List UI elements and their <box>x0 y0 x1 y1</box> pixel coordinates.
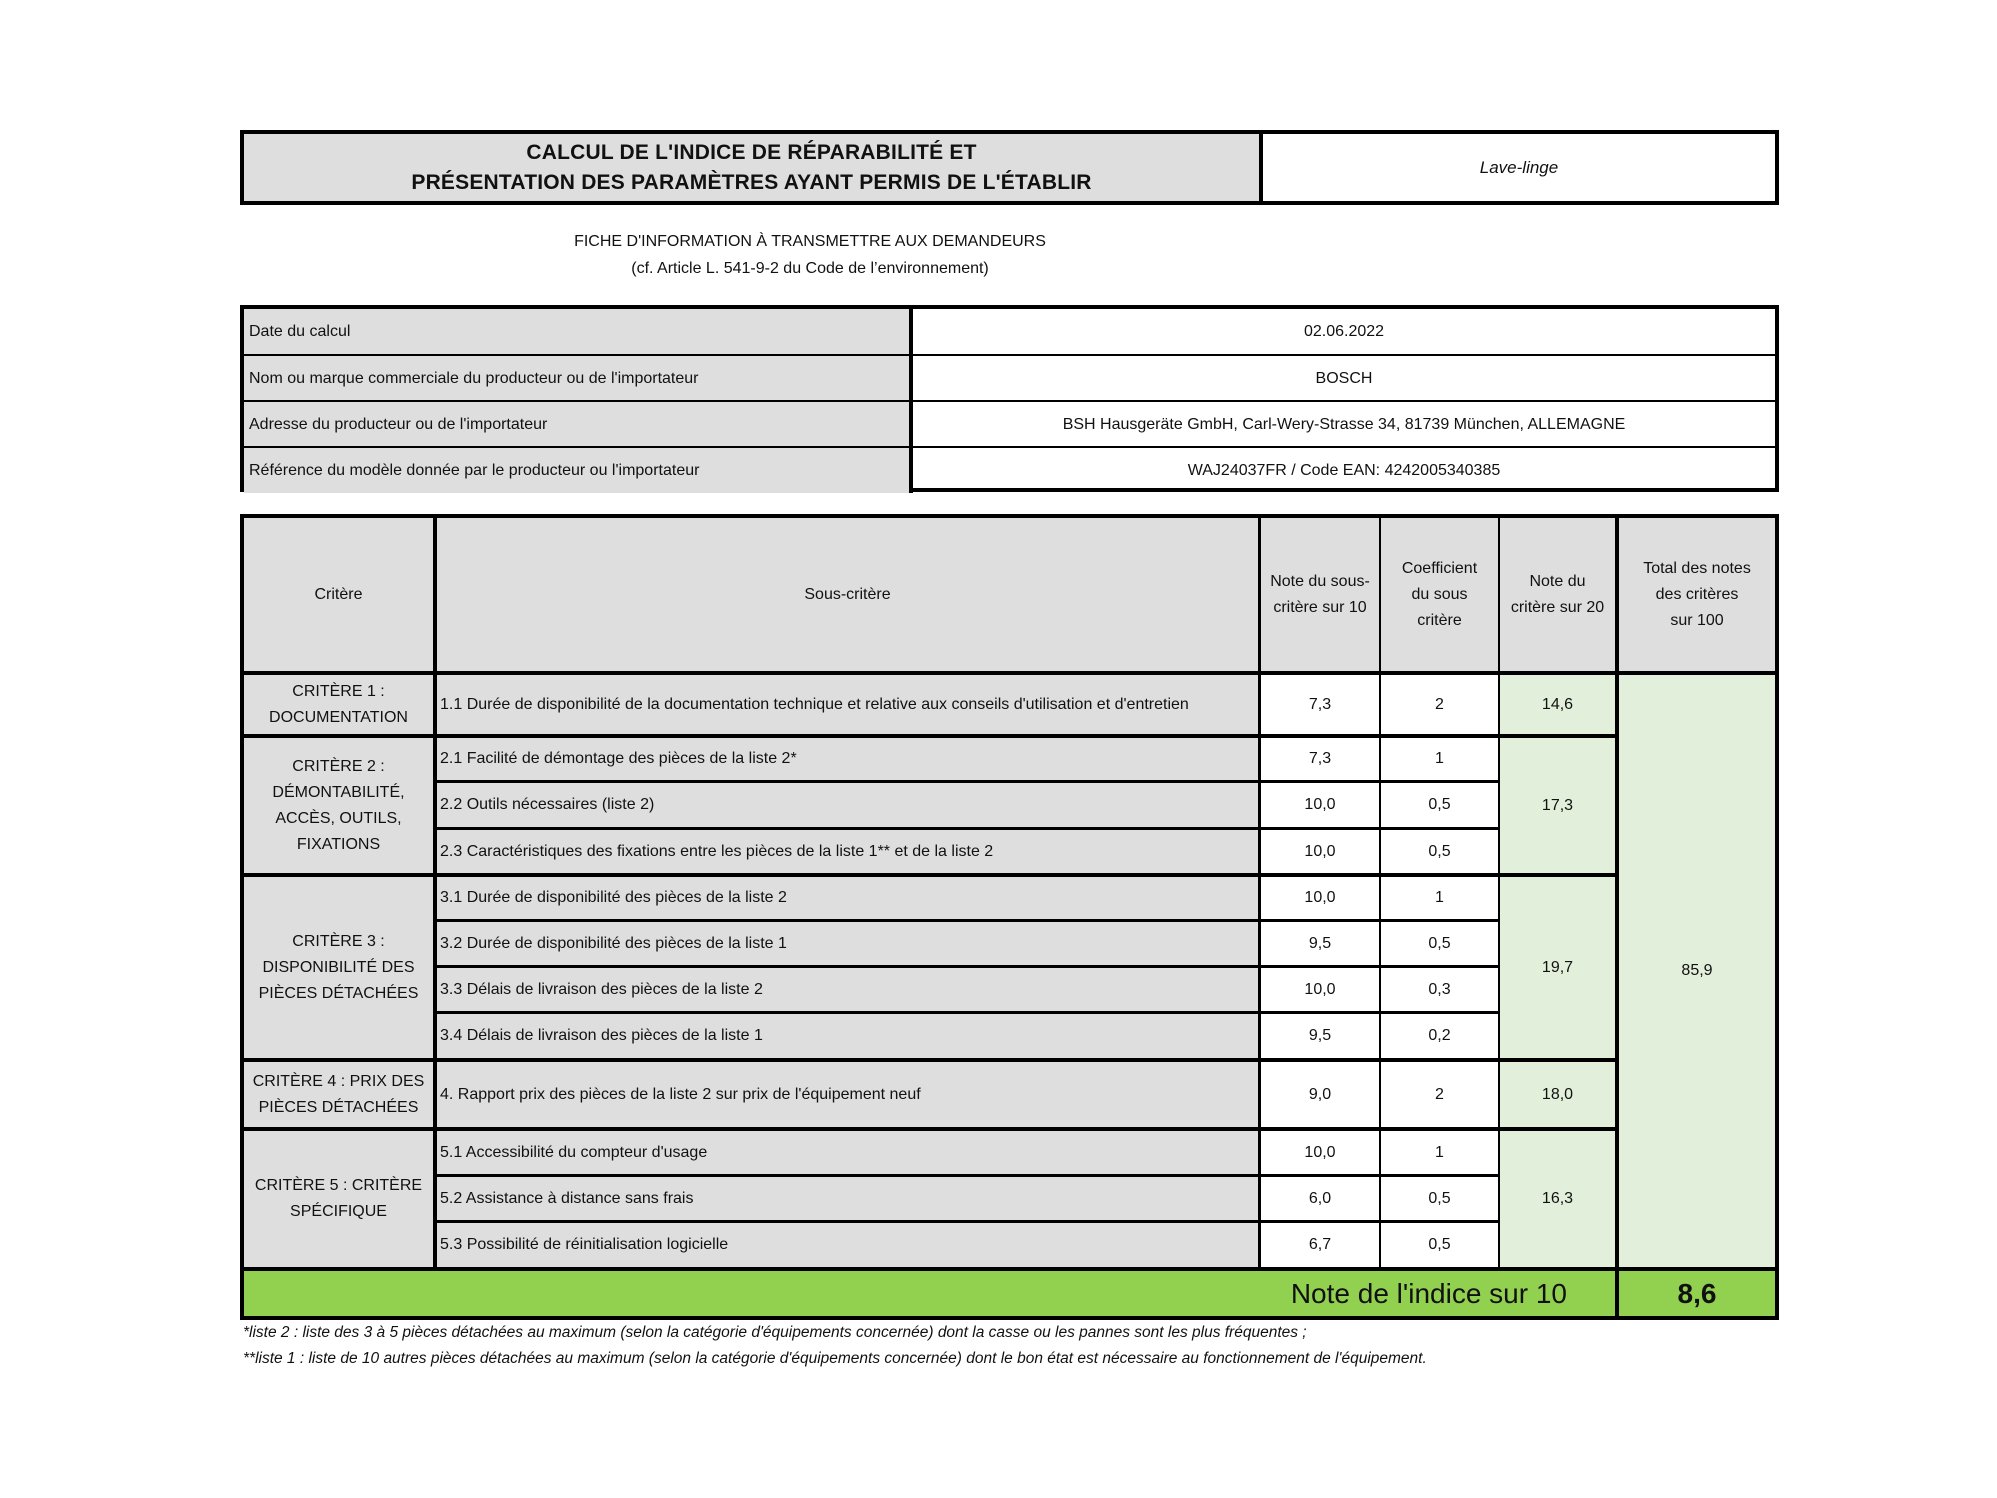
header-coef-line-2: du sous <box>1411 585 1468 603</box>
info-label: Nom ou marque commerciale du producteur ou de l'importateur <box>244 356 913 401</box>
subcriterion-note: 6,0 <box>1261 1177 1379 1220</box>
subcriterion-note: 10,0 <box>1261 968 1379 1011</box>
subcriterion-note: 10,0 <box>1261 1131 1379 1174</box>
subcriterion-3-3: 3.3 Délais de livraison des pièces de la liste 2 <box>437 968 1258 1011</box>
subcriterion-note: 10,0 <box>1261 783 1379 827</box>
subcriterion-coef: 0,5 <box>1381 783 1498 827</box>
info-value: 02.06.2022 <box>1303 322 1385 340</box>
criterion-label-line: PIÈCES DÉTACHÉES <box>258 984 419 1002</box>
subcriterion-1-1: 1.1 Durée de disponibilité de la documentation technique et relative aux conseils d'utilisation et d'entretien <box>437 675 1258 734</box>
subcriterion-coef: 0,5 <box>1381 922 1498 965</box>
header-sous-critere: Sous-critère <box>437 518 1258 671</box>
header-note-crit-line-1: Note du <box>1529 572 1586 590</box>
subcriterion-coef: 0,3 <box>1381 968 1498 1011</box>
subcriterion-3-1: 3.1 Durée de disponibilité des pièces de la liste 2 <box>437 877 1258 919</box>
header-note-critere <box>1500 518 1615 671</box>
header-note-sous-critere <box>1261 518 1379 671</box>
criterion-label-line: CRITÈRE 1 : <box>292 682 385 700</box>
criterion-label-line: CRITÈRE 3 : <box>292 932 385 950</box>
criterion-label-line: DOCUMENTATION <box>269 708 408 726</box>
criterion-label-line: DÉMONTABILITÉ, <box>272 783 405 801</box>
header-coef-line-1: Coefficient <box>1401 559 1478 577</box>
info-value: BOSCH <box>1315 369 1373 387</box>
info-value: BSH Hausgeräte GmbH, Carl-Wery-Strasse 34, 81739 München, ALLEMAGNE <box>1062 415 1626 433</box>
footnotes <box>243 1320 1427 1372</box>
score-table <box>240 514 1779 1320</box>
header-total-line-3: sur 100 <box>1670 611 1724 629</box>
info-row-date <box>244 309 1775 354</box>
header-coef-line-3: critère <box>1417 611 1462 629</box>
subcriterion-3-2: 3.2 Durée de disponibilité des pièces de la liste 1 <box>437 922 1258 965</box>
info-subtitle-line-1: FICHE D'INFORMATION À TRANSMETTRE AUX DEMANDEURS <box>574 233 1046 250</box>
footnote-liste-2: *liste 2 : liste des 3 à 5 pièces détachées au maximum (selon la catégorie d'équipements concernée) dont la casse ou les pannes sont les plus fréquentes ; <box>243 1324 1307 1341</box>
document-title <box>244 134 1263 201</box>
header-box <box>240 130 1779 205</box>
criterion-label-line: CRITÈRE 4 : PRIX DES <box>252 1072 425 1090</box>
total-score-100: 85,9 <box>1619 675 1775 1267</box>
criterion-2-score: 17,3 <box>1500 738 1615 873</box>
criterion-5-score: 16,3 <box>1500 1131 1615 1267</box>
info-subtitle <box>240 228 1380 282</box>
subcriterion-2-1: 2.1 Facilité de démontage des pièces de la liste 2* <box>437 738 1258 780</box>
criterion-label-line: CRITÈRE 2 : <box>292 757 385 775</box>
subcriterion-note: 10,0 <box>1261 877 1379 919</box>
subcriterion-4: 4. Rapport prix des pièces de la liste 2 sur prix de l'équipement neuf <box>437 1062 1258 1127</box>
subcriterion-2-2: 2.2 Outils nécessaires (liste 2) <box>437 783 1258 827</box>
info-table <box>240 305 1779 492</box>
info-row-brand <box>244 354 1775 401</box>
final-index-label: Note de l'indice sur 10 <box>244 1271 1615 1316</box>
subcriterion-note: 9,5 <box>1261 1014 1379 1058</box>
subcriterion-3-4: 3.4 Délais de livraison des pièces de la liste 1 <box>437 1014 1258 1058</box>
subcriterion-note: 9,0 <box>1261 1062 1379 1127</box>
criterion-label-line: DISPONIBILITÉ DES <box>262 958 415 976</box>
criterion-3-score: 19,7 <box>1500 877 1615 1058</box>
info-row-address <box>244 400 1775 447</box>
header-total <box>1619 518 1775 671</box>
info-label: Date du calcul <box>244 309 913 354</box>
criterion-1-score: 14,6 <box>1500 675 1615 734</box>
criterion-5-label <box>244 1131 433 1267</box>
subcriterion-note: 10,0 <box>1261 830 1379 873</box>
header-note-crit-line-2: critère sur 20 <box>1510 598 1605 616</box>
header-total-line-2: des critères <box>1655 585 1739 603</box>
header-note-sous-line-1: Note du sous- <box>1270 572 1370 590</box>
subcriterion-coef: 1 <box>1381 877 1498 919</box>
subcriterion-coef: 0,5 <box>1381 830 1498 873</box>
subcriterion-5-1: 5.1 Accessibilité du compteur d'usage <box>437 1131 1258 1174</box>
subcriterion-coef: 1 <box>1381 1131 1498 1174</box>
title-line-1: CALCUL DE L'INDICE DE RÉPARABILITÉ ET <box>526 140 977 164</box>
footnote-liste-1: **liste 1 : liste de 10 autres pièces détachées au maximum (selon la catégorie d'équipements concernée) dont le bon état est nécessaire au fonctionnement de l'équipement. <box>243 1350 1427 1367</box>
criterion-label-line: PIÈCES DÉTACHÉES <box>258 1098 419 1116</box>
subcriterion-coef: 0,2 <box>1381 1014 1498 1058</box>
subcriterion-coef: 1 <box>1381 738 1498 780</box>
subcriterion-coef: 0,5 <box>1381 1177 1498 1220</box>
header-note-sous-line-2: critère sur 10 <box>1273 598 1367 616</box>
subcriterion-coef: 2 <box>1381 1062 1498 1127</box>
subcriterion-note: 7,3 <box>1261 738 1379 780</box>
subcriterion-2-3: 2.3 Caractéristiques des fixations entre les pièces de la liste 1** et de la liste 2 <box>437 830 1258 873</box>
criterion-label-line: FIXATIONS <box>296 835 381 853</box>
subcriterion-note: 7,3 <box>1261 675 1379 734</box>
criterion-label-line: CRITÈRE 5 : CRITÈRE <box>254 1177 423 1194</box>
subcriterion-note: 9,5 <box>1261 922 1379 965</box>
criterion-1-label <box>244 675 433 734</box>
criterion-4-score: 18,0 <box>1500 1062 1615 1127</box>
title-line-2: PRÉSENTATION DES PARAMÈTRES AYANT PERMIS DE L'ÉTABLIR <box>411 170 1092 194</box>
info-subtitle-line-2: (cf. Article L. 541-9-2 du Code de l’environnement) <box>631 260 989 277</box>
final-index-value: 8,6 <box>1619 1271 1775 1316</box>
info-value: WAJ24037FR / Code EAN: 4242005340385 <box>1187 461 1501 479</box>
criterion-label-line: ACCÈS, OUTILS, <box>275 809 402 827</box>
criterion-2-label <box>244 738 433 873</box>
product-type: Lave-linge <box>1479 157 1559 177</box>
info-label: Adresse du producteur ou de l'importateur <box>244 402 913 447</box>
subcriterion-note: 6,7 <box>1261 1223 1379 1267</box>
header-critere: Critère <box>244 518 433 671</box>
info-row-model <box>244 446 1775 493</box>
criterion-label-line: SPÉCIFIQUE <box>290 1203 387 1220</box>
header-total-line-1: Total des notes <box>1643 559 1751 577</box>
subcriterion-coef: 2 <box>1381 675 1498 734</box>
criterion-3-label <box>244 877 433 1058</box>
subcriterion-5-2: 5.2 Assistance à distance sans frais <box>437 1177 1258 1220</box>
header-coefficient <box>1381 518 1498 671</box>
info-label: Référence du modèle donnée par le producteur ou l'importateur <box>244 448 913 493</box>
subcriterion-5-3: 5.3 Possibilité de réinitialisation logicielle <box>437 1223 1258 1267</box>
subcriterion-coef: 0,5 <box>1381 1223 1498 1267</box>
criterion-4-label <box>244 1062 433 1127</box>
